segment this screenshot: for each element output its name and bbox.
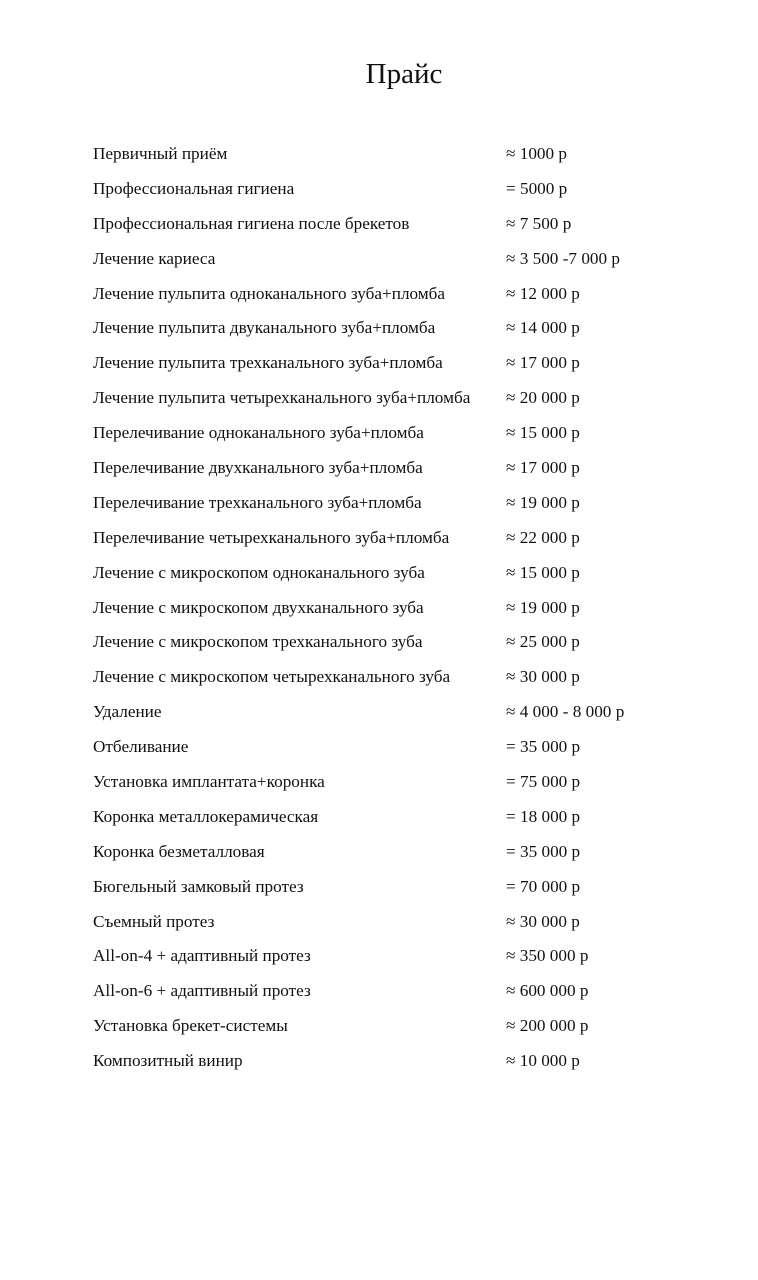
service-price: ≈ 15 000 р <box>506 423 580 443</box>
price-row <box>93 172 713 207</box>
price-row <box>93 556 713 591</box>
price-row <box>93 905 713 940</box>
service-price: ≈ 30 000 р <box>506 911 580 931</box>
service-price: ≈ 22 000 р <box>506 527 580 547</box>
price-row <box>93 625 713 660</box>
service-name: Перелечивание трехканального зуба+пломба <box>93 492 422 512</box>
service-name: Лечение с микроскопом трехканального зуба <box>93 632 423 652</box>
service-name: Лечение пульпита двуканального зуба+пломба <box>93 318 436 338</box>
service-name: Перелечивание четырехканального зуба+пломба <box>93 527 450 547</box>
service-name: Лечение с микроскопом одноканального зуба <box>93 562 425 582</box>
service-price: ≈ 19 000 р <box>506 492 580 512</box>
service-price: ≈ 600 000 р <box>506 981 589 1001</box>
service-price: = 18 000 р <box>506 806 581 826</box>
service-name: Лечение с микроскопом двухканального зуба <box>93 597 424 617</box>
service-name: Первичный приём <box>93 144 228 163</box>
service-name: Лечение пульпита четырехканального зуба+пломба <box>93 388 471 408</box>
service-name: Съемный протез <box>93 911 215 931</box>
service-name: Лечение с микроскопом четырехканального зуба <box>93 667 451 687</box>
service-price: ≈ 200 000 р <box>506 1016 589 1036</box>
service-price: ≈ 7 500 р <box>506 213 572 233</box>
price-row <box>93 1009 713 1044</box>
service-name: Коронка металлокерамическая <box>93 806 319 826</box>
service-name: Отбеливание <box>93 737 189 757</box>
price-row <box>93 765 713 800</box>
price-row <box>93 974 713 1009</box>
price-list <box>93 137 713 1079</box>
service-name: Перелечивание двухканального зуба+пломба <box>93 458 423 478</box>
service-price: ≈ 4 000 - 8 000 р <box>506 702 625 722</box>
price-row <box>93 591 713 626</box>
service-price: ≈ 17 000 р <box>506 458 580 478</box>
service-name: Профессиональная гигиена <box>93 178 295 198</box>
service-name: Профессиональная гигиена после брекетов <box>93 213 410 233</box>
service-name: Установка имплантата+коронка <box>93 772 325 792</box>
service-name: Удаление <box>93 702 162 722</box>
price-row <box>93 242 713 277</box>
service-price: = 70 000 р <box>506 876 581 896</box>
service-price: = 5000 р <box>506 178 568 198</box>
price-row <box>93 137 713 172</box>
price-row <box>93 800 713 835</box>
service-price: ≈ 15 000 р <box>506 562 580 582</box>
service-price: ≈ 20 000 р <box>506 388 580 408</box>
service-price: ≈ 14 000 р <box>506 318 580 338</box>
price-row <box>93 521 713 556</box>
service-price: = 35 000 р <box>506 841 581 861</box>
price-row <box>93 695 713 730</box>
service-name: Коронка безметалловая <box>93 841 265 861</box>
service-name: All-on-6 + адаптивный протез <box>93 981 311 1001</box>
service-price: ≈ 12 000 р <box>506 283 580 303</box>
service-name: Композитный винир <box>93 1051 243 1071</box>
service-name: Лечение кариеса <box>93 248 216 268</box>
price-row <box>93 660 713 695</box>
price-row <box>93 486 713 521</box>
service-name: Лечение пульпита трехканального зуба+пломба <box>93 353 443 373</box>
service-price: = 35 000 р <box>506 737 581 757</box>
price-row <box>93 311 713 346</box>
service-price: ≈ 30 000 р <box>506 667 580 687</box>
service-price: ≈ 25 000 р <box>506 632 580 652</box>
price-row <box>93 730 713 765</box>
price-row <box>93 451 713 486</box>
service-name: All-on-4 + адаптивный протез <box>93 946 311 966</box>
service-price: ≈ 350 000 р <box>506 946 589 966</box>
service-name: Установка брекет-системы <box>93 1016 288 1036</box>
service-name: Перелечивание одноканального зуба+пломба <box>93 423 424 443</box>
price-row <box>93 870 713 905</box>
service-price: ≈ 1000 р <box>506 144 567 163</box>
price-row <box>93 416 713 451</box>
price-row <box>93 277 713 312</box>
service-price: = 75 000 р <box>506 772 581 792</box>
service-price: ≈ 17 000 р <box>506 353 580 373</box>
page-title: Прайс <box>365 58 443 90</box>
price-row <box>93 207 713 242</box>
service-price: ≈ 19 000 р <box>506 597 580 617</box>
price-row <box>93 381 713 416</box>
price-row <box>93 835 713 870</box>
service-name: Лечение пульпита одноканального зуба+пломба <box>93 283 446 303</box>
service-price: ≈ 10 000 р <box>506 1051 580 1071</box>
price-row <box>93 346 713 381</box>
price-row <box>93 939 713 974</box>
service-name: Бюгельный замковый протез <box>93 876 304 896</box>
price-row <box>93 1044 713 1079</box>
service-price: ≈ 3 500 -7 000 р <box>506 248 620 268</box>
